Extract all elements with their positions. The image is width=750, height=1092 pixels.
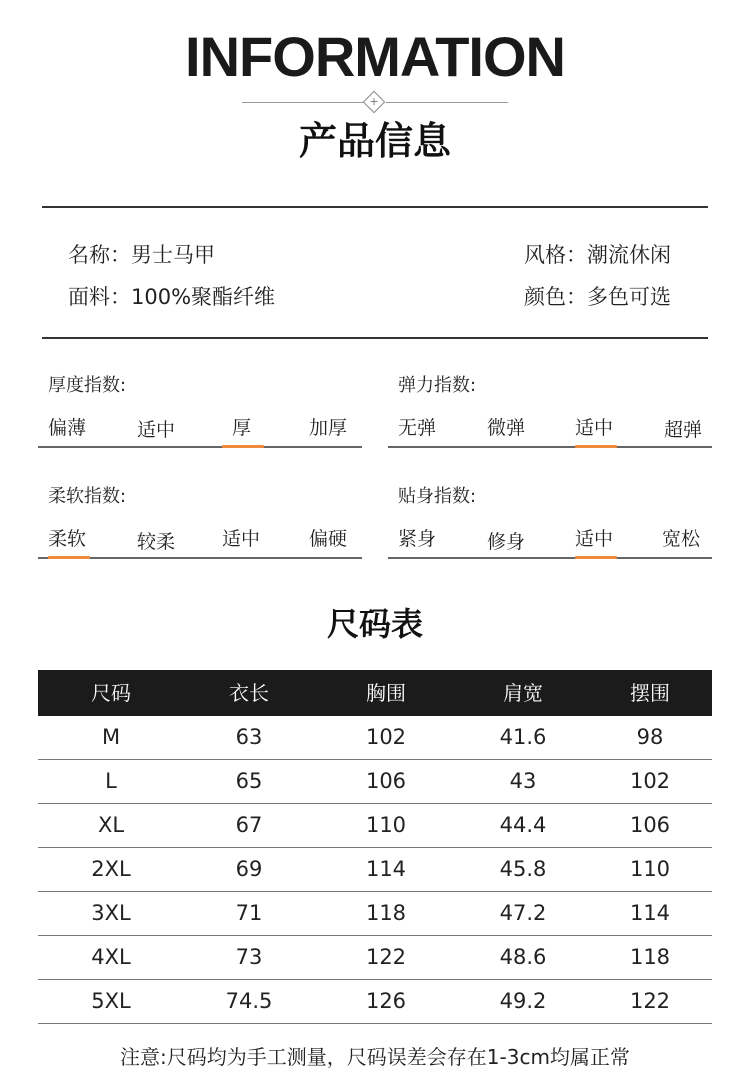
spec-fabric-value: 100%聚酯纤维 bbox=[131, 285, 276, 309]
table-row bbox=[38, 804, 712, 848]
elasticity-option-none: 无弹 bbox=[398, 417, 437, 439]
cell-size: XL bbox=[97, 813, 125, 837]
thickness-selected-marker bbox=[222, 445, 264, 448]
header-hem: 摆围 bbox=[630, 681, 670, 705]
thickness-option-thick: 厚 bbox=[232, 417, 252, 439]
elasticity-option-medium: 适中 bbox=[575, 417, 614, 439]
cell-size: 2XL bbox=[91, 857, 131, 881]
elasticity-option-slight: 微弹 bbox=[487, 417, 526, 439]
size-table bbox=[38, 670, 712, 1024]
cell-size: M bbox=[101, 725, 121, 749]
softness-option-fairly-soft: 较柔 bbox=[137, 531, 176, 553]
softness-index-label: 柔软指数: bbox=[48, 486, 127, 507]
thickness-option-thin: 偏薄 bbox=[48, 417, 87, 439]
table-row bbox=[38, 848, 712, 892]
header-length: 衣长 bbox=[229, 681, 269, 705]
cell-chest: 118 bbox=[365, 901, 407, 925]
spec-name-label: 名称： bbox=[68, 243, 131, 267]
spec-style-value: 潮流休闲 bbox=[587, 243, 671, 267]
fit-option-loose: 宽松 bbox=[662, 528, 701, 550]
softness-option-soft: 柔软 bbox=[48, 528, 87, 550]
cell-chest: 110 bbox=[365, 813, 407, 837]
fit-index-label: 贴身指数: bbox=[398, 486, 477, 507]
cell-length: 65 bbox=[235, 769, 263, 793]
table-row bbox=[38, 716, 712, 760]
cell-length: 74.5 bbox=[225, 989, 273, 1013]
softness-option-medium: 适中 bbox=[222, 528, 261, 550]
cell-size: 4XL bbox=[91, 945, 131, 969]
cell-length: 63 bbox=[235, 725, 263, 749]
table-row bbox=[38, 980, 712, 1024]
page-subtitle: 产品信息 bbox=[298, 119, 451, 163]
cell-size: 3XL bbox=[91, 901, 131, 925]
softness-selected-marker bbox=[48, 556, 90, 559]
elasticity-scale-line bbox=[388, 446, 712, 448]
elasticity-index-label: 弹力指数: bbox=[398, 375, 477, 396]
fit-option-tight: 紧身 bbox=[398, 528, 437, 550]
size-chart-title: 尺码表 bbox=[326, 605, 423, 643]
elasticity-option-super: 超弹 bbox=[664, 419, 703, 441]
fit-option-medium: 适中 bbox=[575, 528, 614, 550]
cell-size: L bbox=[105, 769, 117, 793]
cell-length: 69 bbox=[235, 857, 263, 881]
cell-shoulder: 47.2 bbox=[499, 901, 547, 925]
fit-selected-marker bbox=[575, 556, 617, 559]
spec-style-label: 风格： bbox=[524, 243, 587, 267]
cell-shoulder: 49.2 bbox=[499, 989, 547, 1013]
spec-fabric bbox=[68, 282, 275, 312]
fit-option-slim: 修身 bbox=[487, 531, 526, 553]
spec-style bbox=[524, 240, 671, 270]
cell-length: 73 bbox=[235, 945, 263, 969]
fit-scale-line bbox=[388, 557, 712, 559]
cell-chest: 122 bbox=[365, 945, 407, 969]
table-row bbox=[38, 760, 712, 804]
header-shoulder: 肩宽 bbox=[503, 681, 543, 705]
spec-fabric-label: 面料： bbox=[68, 285, 131, 309]
spec-color bbox=[524, 282, 671, 312]
cell-shoulder: 44.4 bbox=[499, 813, 547, 837]
thickness-option-medium: 适中 bbox=[137, 419, 176, 441]
cell-chest: 114 bbox=[365, 857, 407, 881]
spec-name-value: 男士马甲 bbox=[131, 243, 215, 267]
cell-length: 71 bbox=[235, 901, 263, 925]
softness-option-firm: 偏硬 bbox=[309, 528, 348, 550]
cell-hem: 102 bbox=[629, 769, 671, 793]
cell-length: 67 bbox=[235, 813, 263, 837]
cell-chest: 106 bbox=[365, 769, 407, 793]
page-title: INFORMATION bbox=[185, 25, 565, 88]
cell-hem: 114 bbox=[629, 901, 671, 925]
plus-icon: + bbox=[369, 95, 379, 108]
divider-line-left bbox=[242, 102, 364, 103]
spec-color-label: 颜色： bbox=[524, 285, 587, 309]
cell-hem: 98 bbox=[636, 725, 664, 749]
cell-shoulder: 43 bbox=[509, 769, 537, 793]
cell-chest: 102 bbox=[365, 725, 407, 749]
cell-hem: 122 bbox=[629, 989, 671, 1013]
cell-shoulder: 45.8 bbox=[499, 857, 547, 881]
divider-line-right bbox=[386, 102, 508, 103]
cell-shoulder: 41.6 bbox=[499, 725, 547, 749]
thickness-option-extra-thick: 加厚 bbox=[309, 417, 348, 439]
cell-hem: 106 bbox=[629, 813, 671, 837]
table-row bbox=[38, 892, 712, 936]
spec-name bbox=[68, 240, 215, 270]
elasticity-selected-marker bbox=[575, 445, 617, 448]
size-note: 注意:尺码均为手工测量，尺码误差会存在1-3cm均属正常 bbox=[120, 1045, 630, 1069]
cell-hem: 118 bbox=[629, 945, 671, 969]
header-chest: 胸围 bbox=[366, 681, 406, 705]
cell-chest: 126 bbox=[365, 989, 407, 1013]
table-row bbox=[38, 936, 712, 980]
thickness-index-label: 厚度指数: bbox=[48, 375, 127, 396]
cell-hem: 110 bbox=[629, 857, 671, 881]
spec-color-value: 多色可选 bbox=[587, 285, 671, 309]
size-table-header bbox=[38, 670, 712, 716]
cell-size: 5XL bbox=[91, 989, 131, 1013]
spec-bottom-rule bbox=[42, 337, 708, 339]
cell-shoulder: 48.6 bbox=[499, 945, 547, 969]
spec-top-rule bbox=[42, 206, 708, 208]
header-size: 尺码 bbox=[91, 681, 131, 705]
thickness-scale-line bbox=[38, 446, 362, 448]
